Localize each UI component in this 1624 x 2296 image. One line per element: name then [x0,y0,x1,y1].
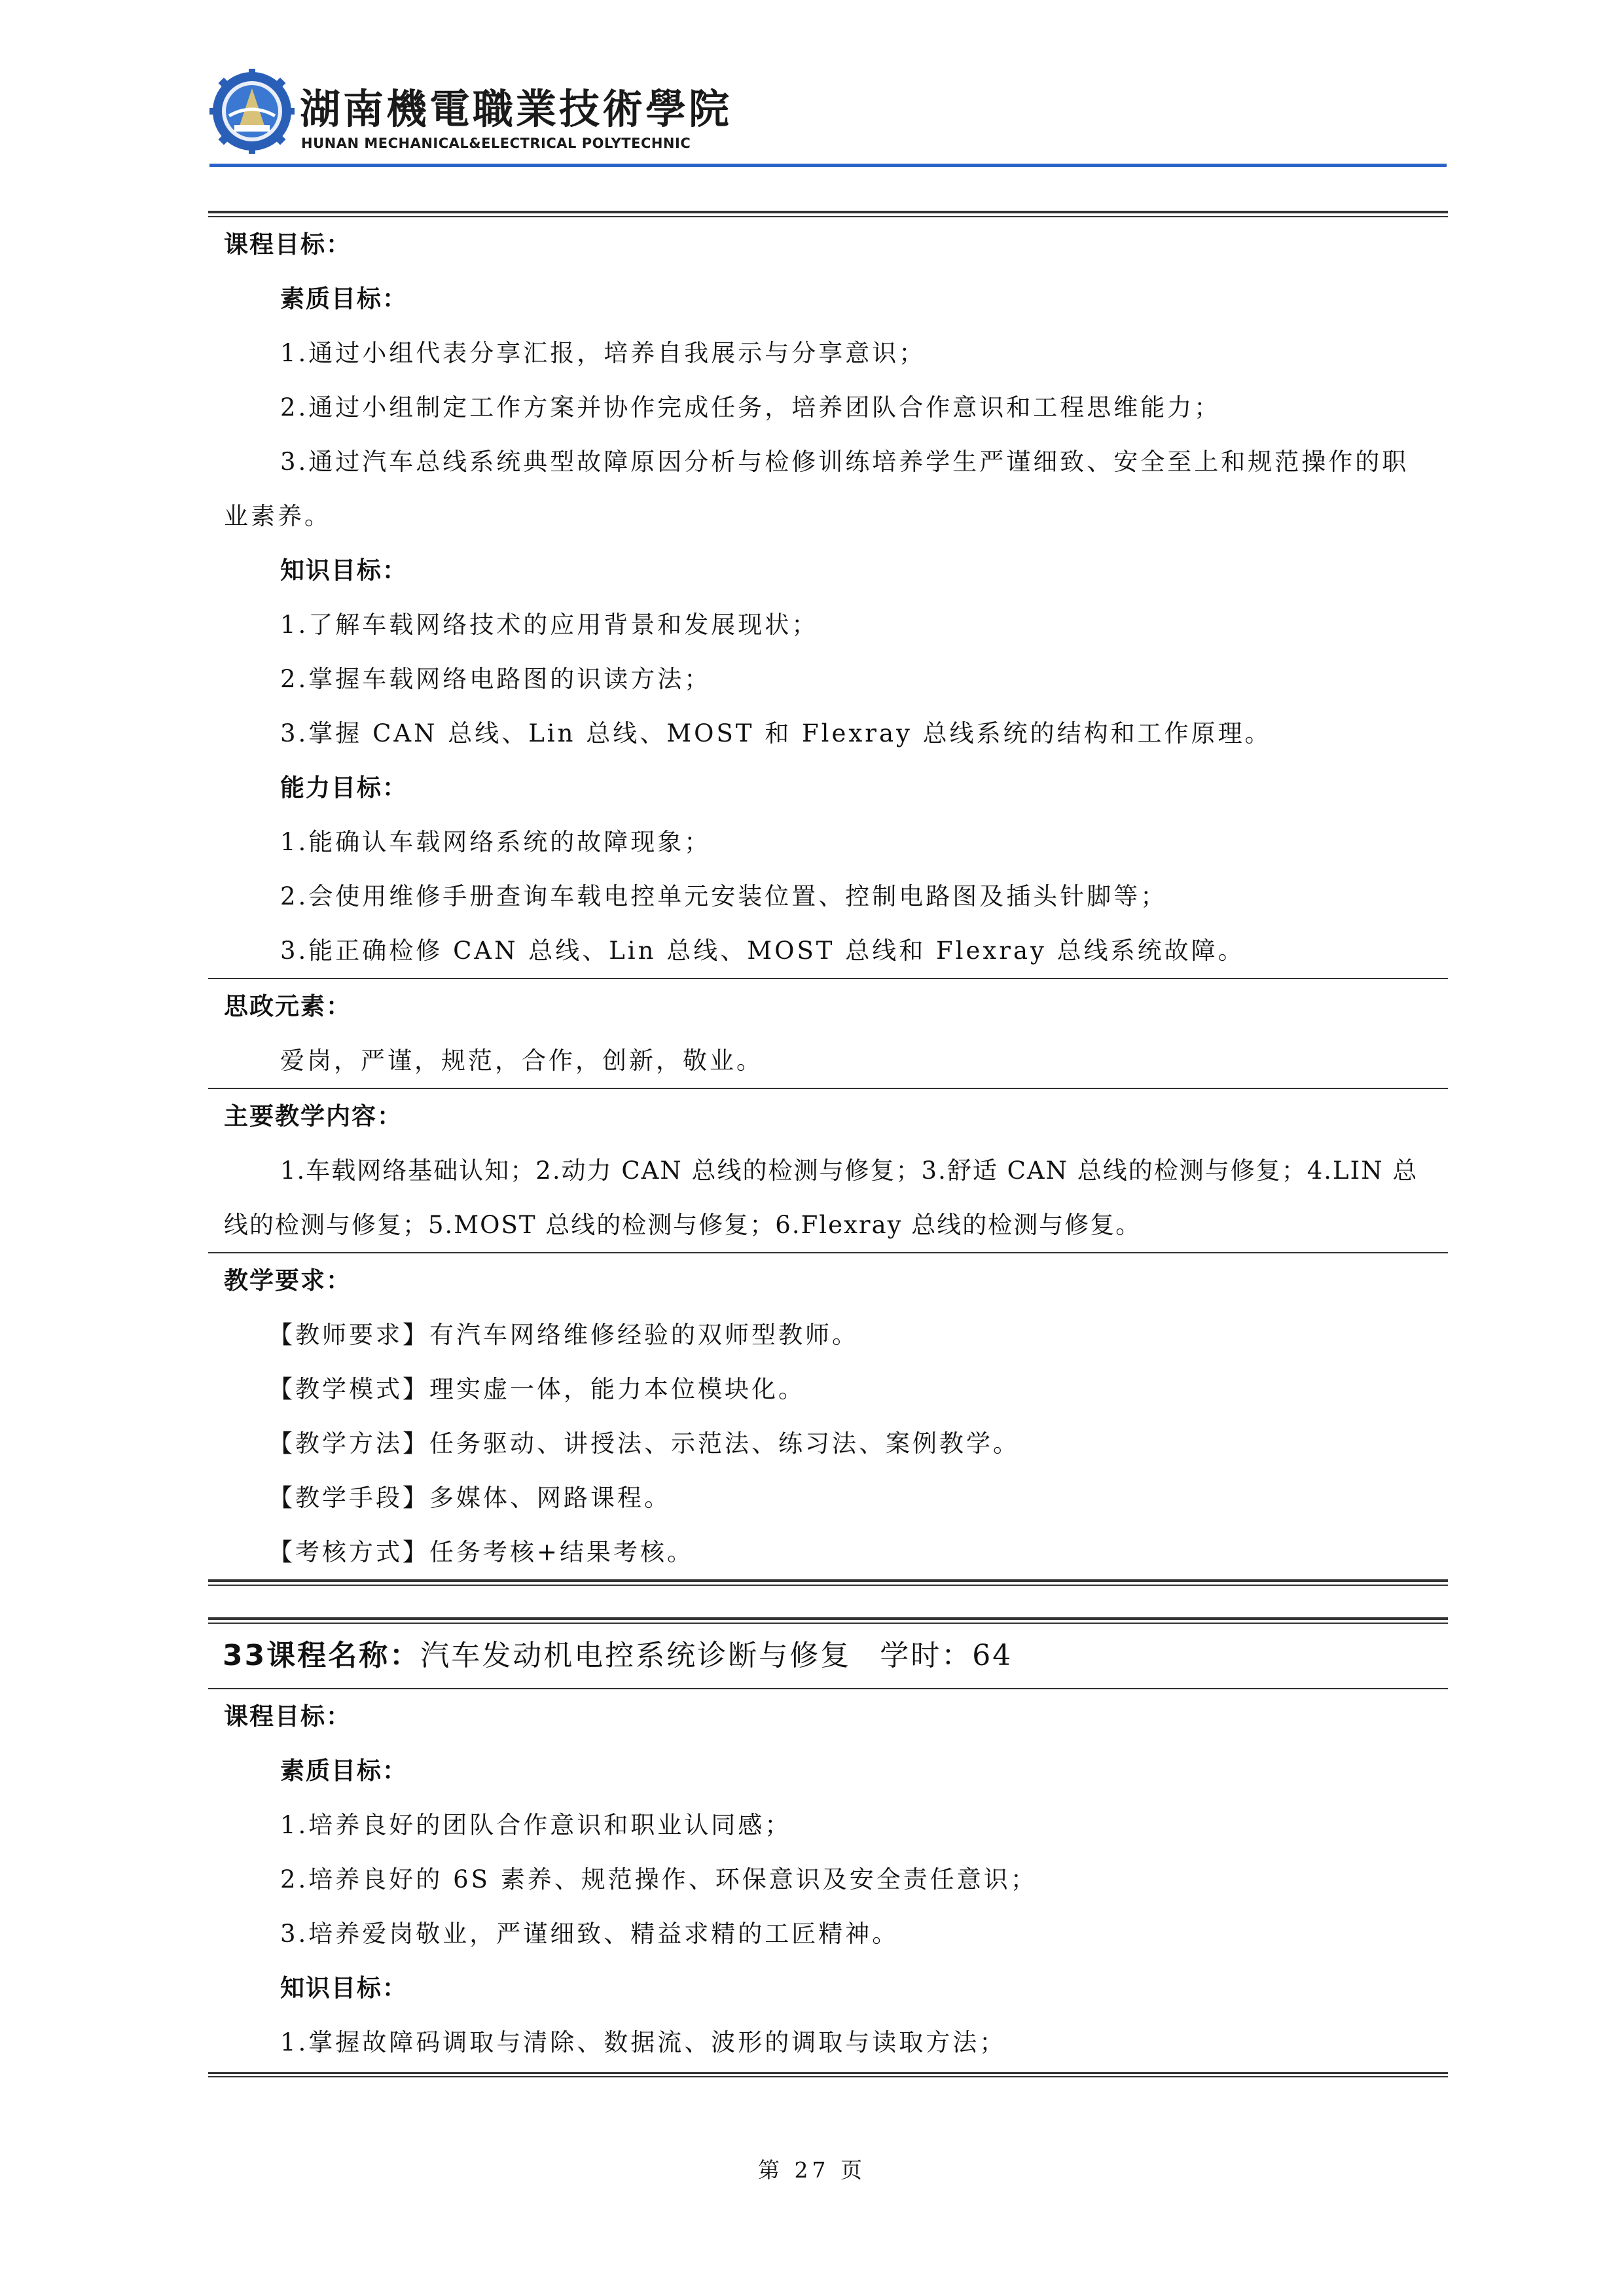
course32-ideology-text: 爱岗，严谨，规范，合作，创新，敬业。 [280,1047,763,1075]
course32-content-text: 1.车载网络基础认知；2.动力 CAN 总线的检测与修复；3.舒适 CAN 总线的检测与修复；4.LIN 总线的检测与修复；5.MOST 总线的检测与修复；6.Flexray 总线的检测与修复。 [224,1157,1418,1239]
course33-goals-section [208,1689,1448,2070]
course32-knowledge-item: 2.掌握车载网络电路图的识读方法； [280,665,712,693]
course32-ability-item: 1.能确认车载网络系统的故障现象； [280,828,712,856]
course33-name-label: 课程名称： [266,1639,421,1672]
course33-quality-item: 2.培养良好的 6S 素养、规范操作、环保意识及安全责任意识； [280,1865,1038,1893]
course32-quality-item: 2.通过小组制定工作方案并协作完成任务，培养团队合作意识和工程思维能力； [280,393,1221,422]
course32-content-section [208,1089,1448,1252]
course32-requirements-section [208,1253,1448,1579]
course33-quality-label: 素质目标： [280,1757,408,1785]
course-content [208,211,1448,2077]
header-rule [209,164,1447,167]
school-name-en: HUNAN MECHANICAL&ELECTRICAL POLYTECHNIC [301,135,691,151]
course32-goals-label: 课程目标： [224,230,352,259]
course32-requirement-item: 【教学方法】任务驱动、讲授法、示范法、练习法、案例教学。 [268,1429,1020,1458]
course32-ideology-label: 思政元素： [224,992,352,1020]
course32-knowledge-item: 3.掌握 CAN 总线、Lin 总线、MOST 和 Flexray 总线系统的结构和工作原理。 [280,719,1272,747]
course32-quality-item: 3.通过汽车总线系统典型故障原因分析与检修训练培养学生严谨细致、安全至上和规范操作的职业素养。 [224,448,1409,530]
course33-number: 33 [223,1639,267,1672]
school-logo-icon [209,69,295,154]
course32-quality-item: 1.通过小组代表分享汇报，培养自我展示与分享意识； [280,339,926,367]
course32-content-label: 主要教学内容： [224,1102,403,1130]
course32-ability-label: 能力目标： [280,774,408,802]
course33-title-row [208,1624,1448,1688]
course32-ability-item: 3.能正确检修 CAN 总线、Lin 总线、MOST 总线和 Flexray 总线系统故障。 [280,937,1245,965]
top-double-rule [208,211,1448,217]
course33-quality-item: 1.培养良好的团队合作意识和职业认同感； [280,1811,792,1839]
course33-knowledge-item: 1.掌握故障码调取与清除、数据流、波形的调取与读取方法； [280,2028,1007,2056]
course32-knowledge-label: 知识目标： [280,556,408,584]
course32-quality-label: 素质目标： [280,285,408,313]
course32-requirement-item: 【教学模式】理实虚一体，能力本位模块化。 [268,1375,805,1403]
course32-requirement-item: 【考核方式】任务考核+结果考核。 [268,1538,695,1566]
course33-knowledge-label: 知识目标： [280,1974,408,2002]
course33-hours-label: 学时： [880,1639,973,1672]
course33-name: 汽车发动机电控系统诊断与修复 [420,1639,852,1672]
course32-knowledge-item: 1.了解车载网络技术的应用背景和发展现状； [280,611,819,639]
course32-ability-item: 2.会使用维修手册查询车载电控单元安装位置、控制电路图及插头针脚等； [280,882,1168,910]
course32-requirement-item: 【教师要求】有汽车网络维修经验的双师型教师。 [268,1321,859,1349]
school-name-cn: 湖南機電職業技術學院 [300,85,732,133]
course33-goals-label: 课程目标： [224,1702,352,1731]
page-number: 第 27 页 [758,2157,866,2183]
course32-goals-section [208,217,1448,978]
course33-start-rule [208,1617,1448,1624]
course33-hours: 64 [972,1639,1013,1672]
course32-requirement-item: 【教学手段】多媒体、网路课程。 [268,1484,671,1512]
page-header [209,62,1453,167]
course32-end-rule [208,1579,1448,1586]
bottom-double-rule [208,2072,1448,2077]
course33-quality-item: 3.培养爱岗敬业，严谨细致、精益求精的工匠精神。 [280,1920,899,1948]
course32-ideology-section [208,979,1448,1088]
course32-requirements-label: 教学要求： [224,1266,352,1295]
